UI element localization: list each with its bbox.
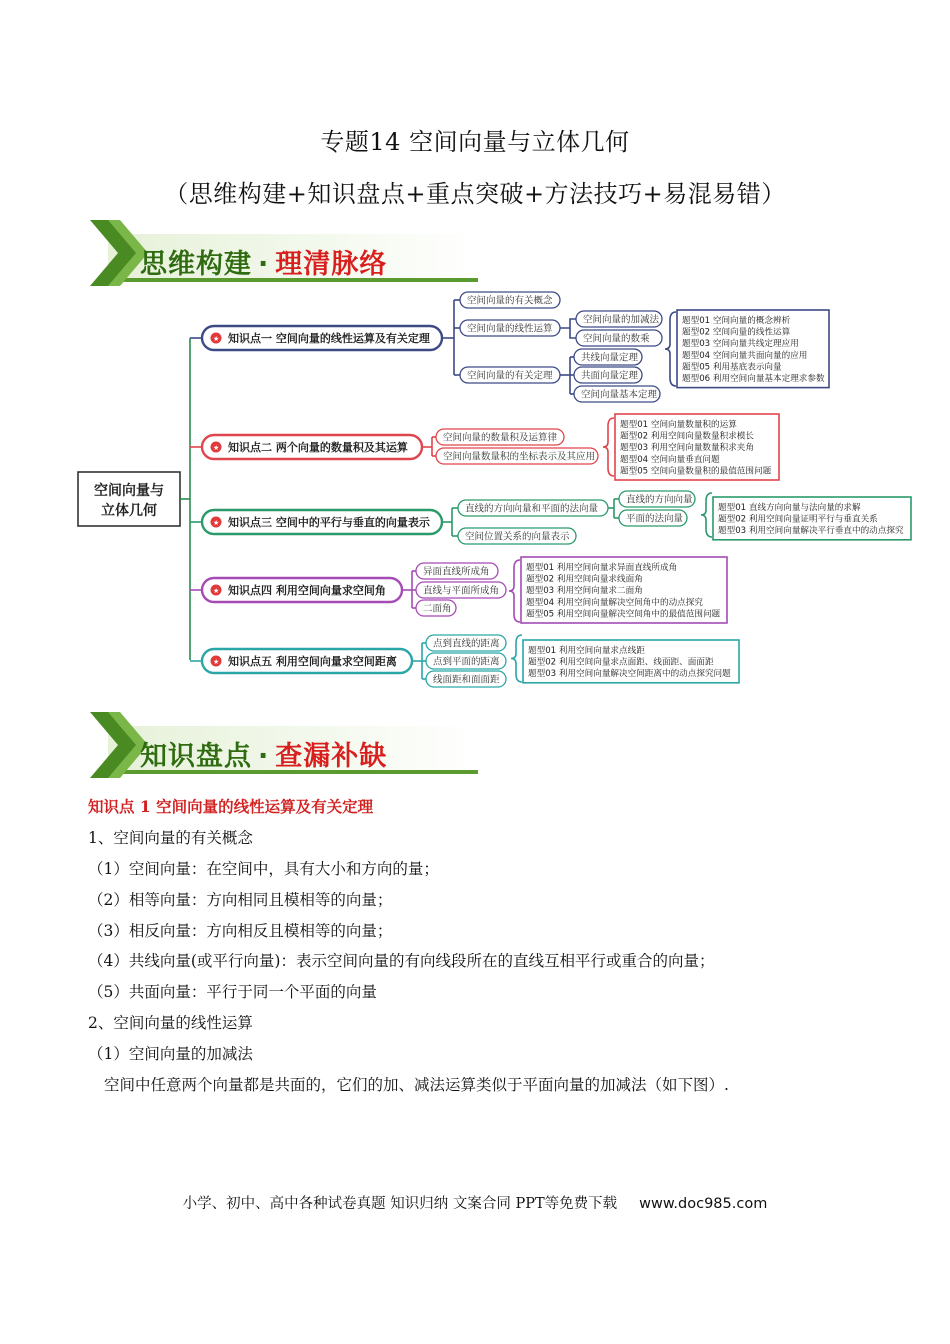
k2-types-item: 题型03 利用空间向量数量积求夹角: [620, 443, 754, 454]
section-banner-mindmap: [90, 220, 480, 286]
banner-title-right: 查漏补缺: [275, 741, 388, 772]
banner-title-left: 思维构建: [140, 249, 252, 280]
k1-sub-collinear: 共线向量定理: [581, 352, 639, 364]
paragraph-5: （4）共线向量(或平行向量)：表示空间向量的有向线段所在的直线互相平行或重合的向量；: [88, 952, 715, 970]
connector-line: [560, 319, 576, 328]
star-glyph: ★: [213, 519, 220, 527]
knowledge-point-heading: 知识点 1 空间向量的线性运算及有关定理: [88, 797, 374, 816]
k1-types-item: 题型05 利用基底表示向量: [682, 362, 782, 373]
brace-line: [509, 560, 520, 622]
k2-types-item: 题型05 空间向量数量积的最值范围问题: [620, 466, 772, 477]
k1-node: 知识点一 空间向量的线性运算及有关定理: [228, 332, 430, 345]
k4-types-item: 题型05 利用空间向量解决空间角中的最值范围问题: [526, 609, 721, 620]
k1-branch-3: 空间向量的有关定理: [467, 370, 553, 382]
k3-node: 知识点三 空间中的平行与垂直的向量表示: [228, 516, 430, 529]
k3-branch-2: 空间位置关系的向量表示: [465, 531, 570, 543]
star-glyph: ★: [213, 444, 220, 452]
brace-line: [511, 635, 522, 682]
root-node-line2: 立体几何: [101, 503, 157, 519]
k1-sub-scalar: 空间向量的数乘: [583, 333, 650, 345]
k2-types-item: 题型01 空间向量数量积的运算: [620, 420, 737, 430]
k3-types-item: 题型02 利用空间向量证明平行与垂直关系: [718, 514, 878, 525]
k3-branch-1: 直线的方向向量和平面的法向量: [465, 503, 599, 515]
k2-branch-1: 空间向量的数量积及运算律: [443, 432, 558, 444]
paragraph-7: 2、空间向量的线性运算: [88, 1014, 253, 1032]
k4-types-item: 题型03 利用空间向量求二面角: [526, 586, 643, 597]
banner-title-left: 知识盘点: [140, 741, 252, 772]
k1-sub-coplanar: 共面向量定理: [581, 370, 639, 382]
brace-line: [665, 312, 676, 386]
footer-site: www.doc985.com: [639, 1196, 768, 1212]
k1-types-item: 题型03 空间向量共线定理应用: [682, 339, 799, 350]
k1-sub-basis: 空间向量基本定理: [581, 389, 658, 401]
k1-types-item: 题型06 利用空间向量基本定理求参数: [682, 374, 825, 384]
star-glyph: ★: [213, 658, 220, 666]
banner-dot: ·: [258, 249, 270, 280]
k1-branch-2: 空间向量的线性运算: [467, 323, 553, 335]
star-glyph: ★: [213, 587, 220, 595]
section-banner-knowledge: [90, 712, 480, 778]
k1-branch-1: 空间向量的有关概念: [467, 295, 553, 307]
k5-node: 知识点五 利用空间向量求空间距离: [228, 655, 397, 668]
k4-branch-1: 异面直线所成角: [423, 566, 490, 578]
k2-node: 知识点二 两个向量的数量积及其运算: [228, 441, 408, 454]
k2-branch-2: 空间向量数量积的坐标表示及其应用: [443, 451, 596, 463]
footer-text: 小学、初中、高中各种试卷真题 知识归纳 文案合同 PPT等免费下载: [182, 1196, 618, 1212]
k5-types-item: 题型01 利用空间向量求点线距: [528, 646, 645, 656]
k5-branch-1: 点到直线的距离: [433, 638, 500, 650]
root-node-line1: 空间向量与: [94, 483, 164, 499]
page-title: 专题14 空间向量与立体几何: [320, 128, 630, 156]
paragraph-3: （2）相等向量：方向相同且模相等的向量；: [88, 891, 393, 909]
paragraph-2: （1）空间向量：在空间中，具有大小和方向的量；: [88, 860, 439, 878]
mindmap: [74, 290, 924, 700]
k1-types-item: 题型04 空间向量共面向量的应用: [682, 350, 808, 361]
k3-types-item: 题型03 利用空间向量解决平行垂直中的动点探究: [718, 526, 904, 537]
page-subtitle: （思维构建+知识盘点+重点突破+方法技巧+易混易错）: [164, 180, 786, 208]
page-footer: [0, 1192, 950, 1213]
k4-node: 知识点四 利用空间向量求空间角: [228, 584, 386, 597]
brace-line: [603, 418, 614, 476]
k3-sub-normal: 平面的法向量: [626, 513, 684, 525]
k3-types-item: 题型01 直线方向向量与法向量的求解: [718, 503, 861, 513]
k4-branch-3: 二面角: [423, 603, 452, 615]
star-glyph: ★: [213, 335, 220, 343]
k1-types-item: 题型02 空间向量的线性运算: [682, 327, 791, 338]
paragraph-8: （1）空间向量的加减法: [88, 1045, 253, 1063]
k3-sub-direction: 直线的方向向量: [626, 494, 693, 506]
paragraph-1: 1、空间向量的有关概念: [88, 829, 253, 847]
connector-line: [570, 328, 576, 338]
k4-types-item: 题型01 利用空间向量求异面直线所成角: [526, 563, 678, 573]
k2-types-item: 题型02 利用空间向量数量积求模长: [620, 431, 754, 442]
banner-dot: ·: [258, 741, 270, 772]
brace-line: [701, 493, 712, 537]
k4-branch-2: 直线与平面所成角: [423, 585, 500, 597]
paragraph-6: （5）共面向量：平行于同一个平面的向量: [88, 983, 377, 1001]
paragraph-9: 空间中任意两个向量都是共面的，它们的加、减法运算类似于平面向量的加减法（如下图）.: [104, 1076, 729, 1094]
k5-branch-2: 点到平面的距离: [433, 656, 500, 668]
paragraph-4: （3）相反向量：方向相反且模相等的向量；: [88, 922, 393, 940]
k1-sub-add: 空间向量的加减法: [583, 314, 660, 326]
k4-types-item: 题型02 利用空间向量求线面角: [526, 574, 643, 585]
k4-types-item: 题型04 利用空间向量解决空间角中的动点探究: [526, 597, 703, 608]
k5-types-item: 题型02 利用空间向量求点面距、线面距、面面距: [528, 657, 714, 668]
k2-types-item: 题型04 空间向量垂直问题: [620, 454, 720, 465]
banner-title-right: 理清脉络: [275, 249, 388, 280]
k5-branch-3: 线面距和面面距: [433, 674, 500, 686]
k1-types-item: 题型01 空间向量的概念辨析: [682, 316, 791, 326]
k5-types-item: 题型03 利用空间向量解决空间距离中的动点探究问题: [528, 669, 731, 680]
